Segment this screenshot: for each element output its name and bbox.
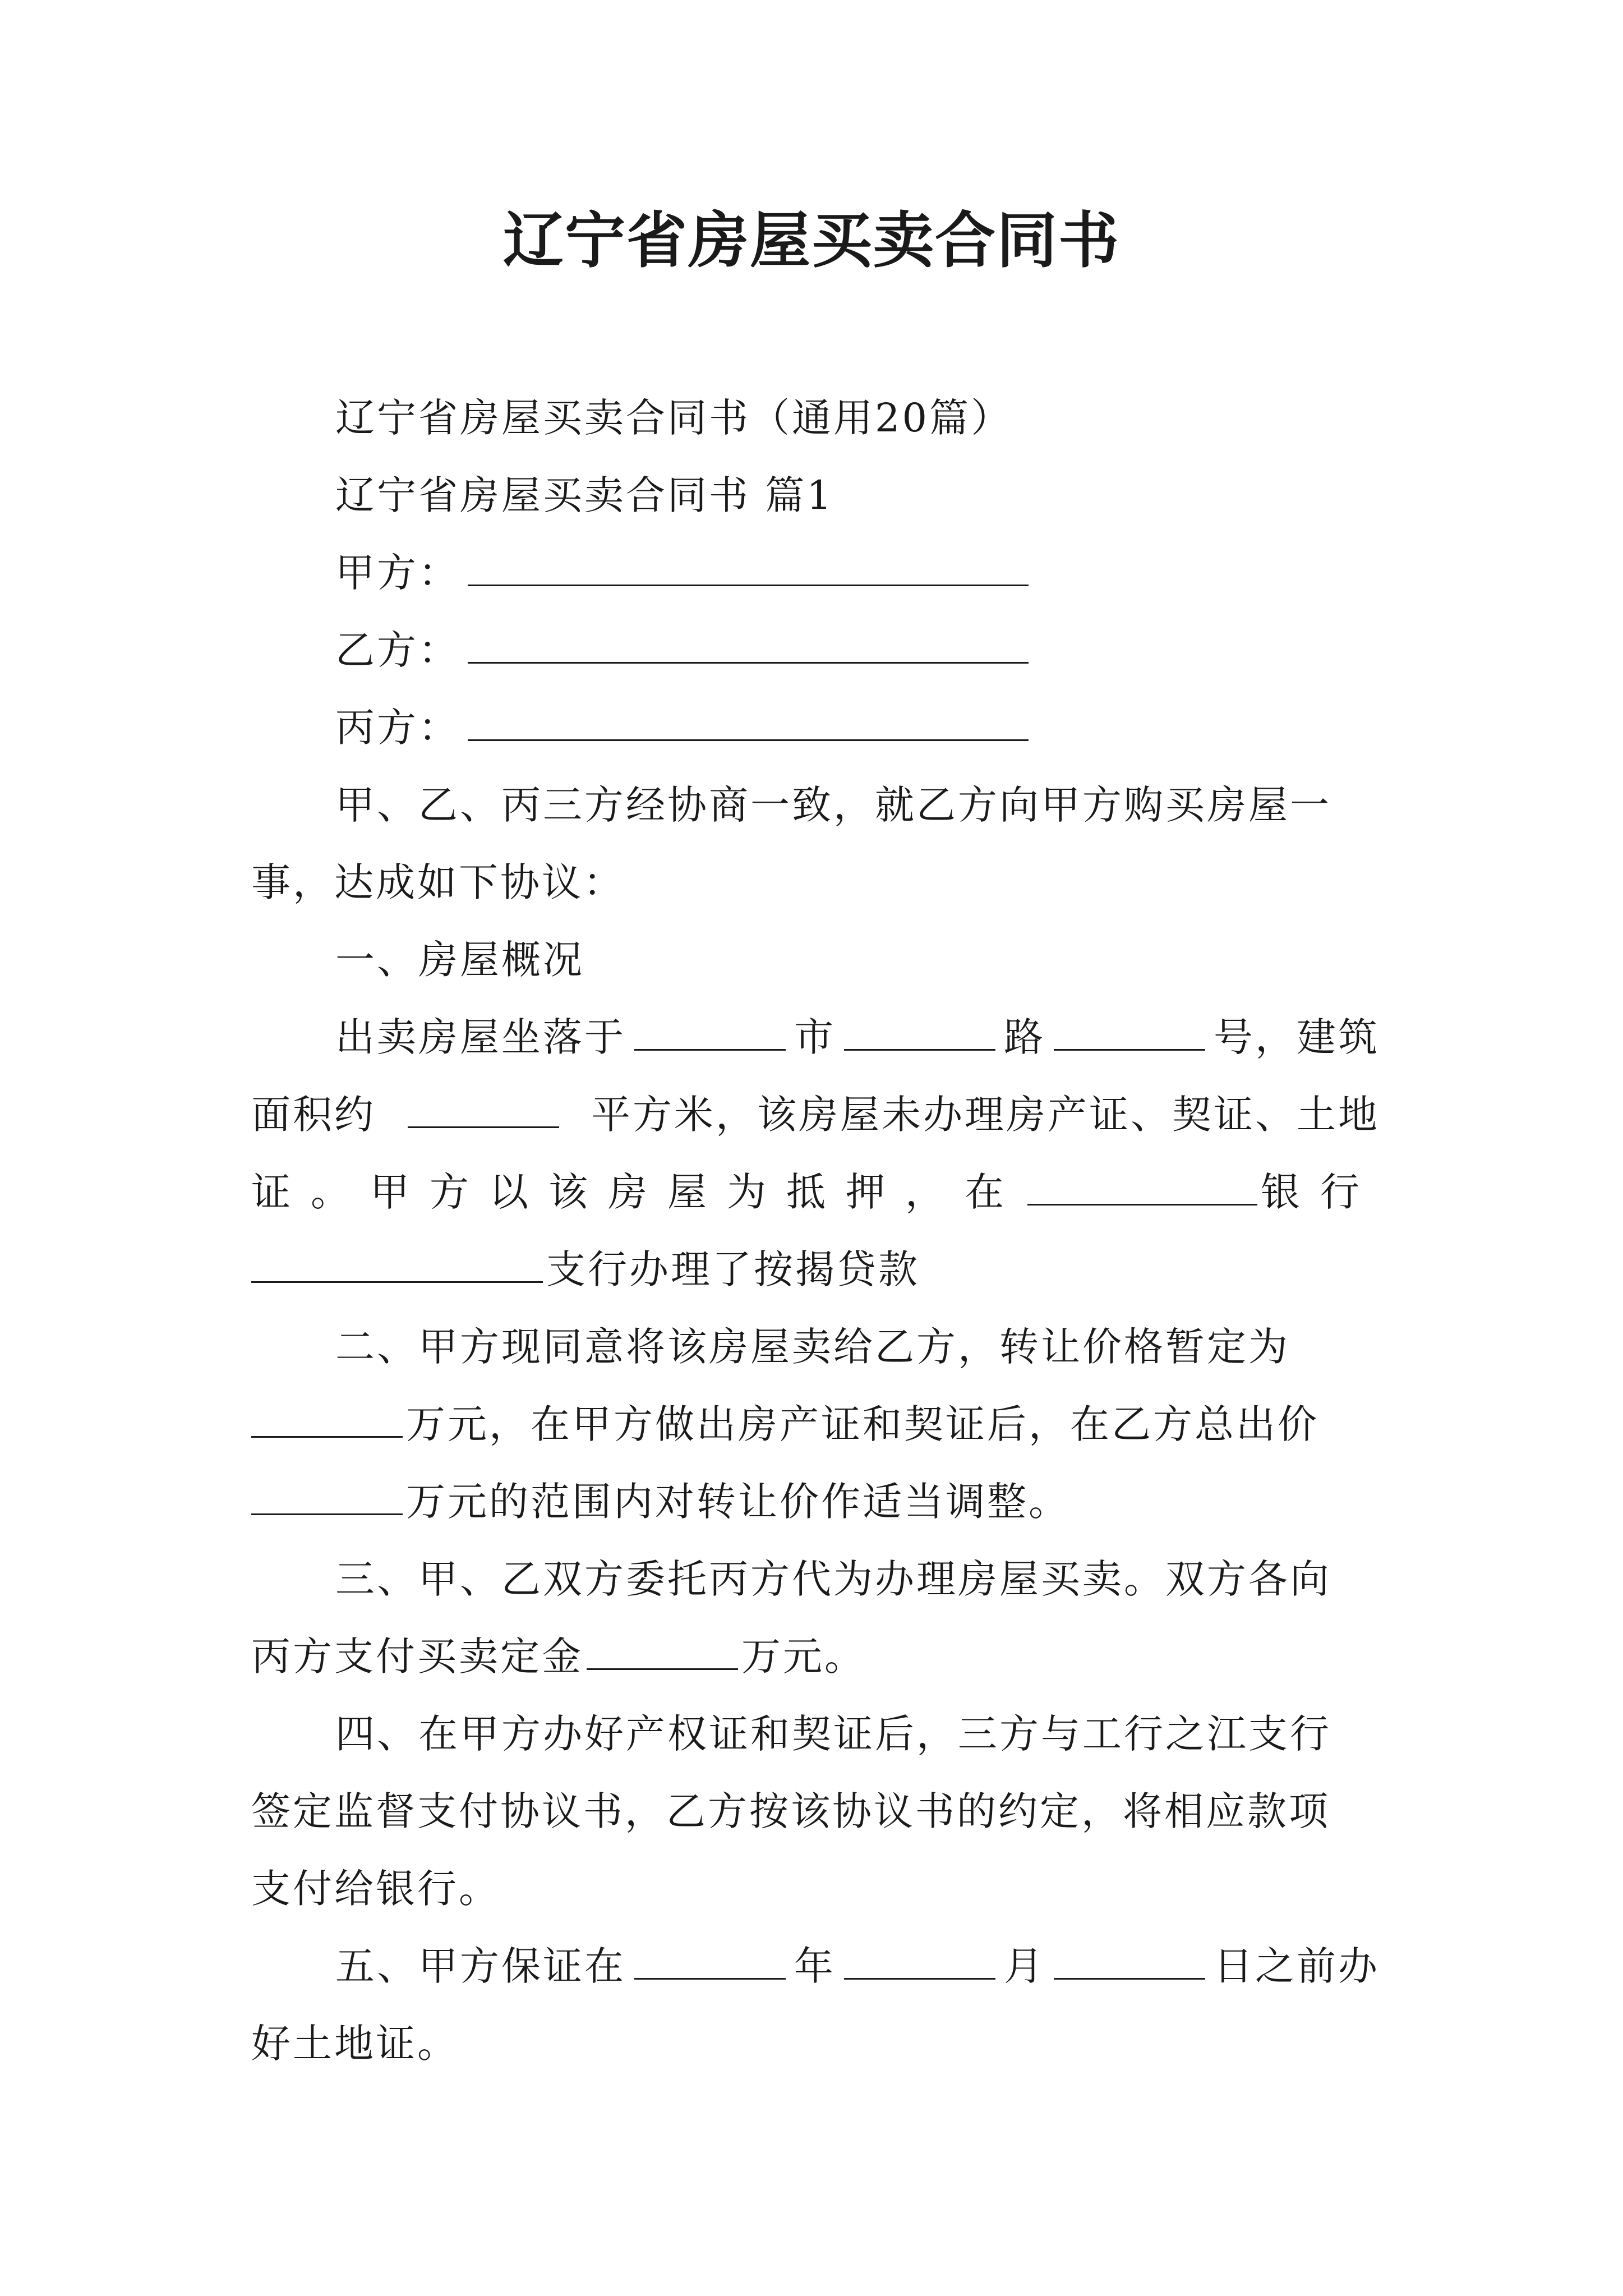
- section-1-line-3: [251, 1153, 1380, 1231]
- city-blank: [634, 1015, 786, 1051]
- number-label: 号，建筑: [1214, 1014, 1380, 1060]
- party-b-blank: [468, 628, 1029, 664]
- branch-text: 支行办理了按揭贷款: [546, 1246, 920, 1292]
- adjust-text: 万元的范围内对转让价作适当调整。: [406, 1479, 1070, 1525]
- party-a-line: [251, 534, 1380, 611]
- intro-line-2: 事，达成如下协议：: [251, 859, 625, 905]
- year-blank: [634, 1944, 786, 1980]
- party-c-line: [251, 689, 1380, 766]
- party-a-blank: [468, 551, 1029, 586]
- city-label: 市: [794, 1014, 836, 1060]
- area-text: 平方米，该房屋未办理房产证、契证、土地: [591, 1092, 1380, 1138]
- section-4-line-3: 支付给银行。: [251, 1866, 500, 1912]
- section-4-paragraph: [251, 1695, 1380, 1927]
- deposit-label: 丙方支付买卖定金: [251, 1634, 583, 1680]
- section-2-line-3: [251, 1463, 1380, 1540]
- month-label: 月: [1004, 1943, 1045, 1989]
- document-title: 辽宁省房屋买卖合同书: [502, 206, 1120, 276]
- party-b-line: [251, 611, 1380, 689]
- intro-paragraph: [251, 766, 1380, 921]
- section-3-line-2: [251, 1618, 1380, 1695]
- area-label: 面积约: [251, 1092, 376, 1138]
- price-blank: [251, 1402, 403, 1438]
- section-3-paragraph: [251, 1540, 1380, 1695]
- intro-line-1: 甲、乙、丙三方经协商一致，就乙方向甲方购买房屋一: [335, 782, 1331, 828]
- party-b-label: 乙方：: [335, 627, 460, 673]
- section-1-paragraph: [251, 999, 1380, 1308]
- document-body: [251, 379, 1380, 2082]
- bank-blank: [1027, 1170, 1257, 1205]
- section-4-line-1: 四、在甲方办好产权证和契证后，三方与工行之江支行: [335, 1711, 1331, 1757]
- deadline-label: 五、甲方保证在: [335, 1943, 626, 1989]
- section-3-line-1: 三、甲、乙双方委托丙方代为办理房屋买卖。双方各向: [335, 1556, 1331, 1602]
- price-text: 万元，在甲方做出房产证和契证后，在乙方总出价: [406, 1401, 1319, 1447]
- month-blank: [844, 1944, 995, 1980]
- section-5-paragraph: [251, 1927, 1380, 2082]
- day-label: 日之前办: [1214, 1943, 1380, 1989]
- deposit-blank: [587, 1635, 738, 1670]
- section-5-line-2: 好土地证。: [251, 2021, 459, 2067]
- mortgage-text: 证。甲方以该房屋为抵押，在: [251, 1169, 1024, 1215]
- party-c-label: 丙方：: [335, 705, 460, 751]
- road-blank: [844, 1015, 995, 1051]
- deposit-unit: 万元。: [741, 1634, 866, 1680]
- article-heading: 辽宁省房屋买卖合同书 篇1: [335, 472, 834, 518]
- section-2-line-1: 二、甲方现同意将该房屋卖给乙方，转让价格暂定为: [335, 1324, 1290, 1370]
- bank-label: 银行: [1261, 1169, 1380, 1215]
- total-price-blank: [251, 1480, 403, 1515]
- branch-blank: [251, 1248, 543, 1283]
- section-2-line-2: [251, 1386, 1380, 1463]
- party-a-label: 甲方：: [335, 550, 460, 596]
- year-label: 年: [794, 1943, 836, 1989]
- number-blank: [1054, 1015, 1205, 1051]
- document-subtitle: 辽宁省房屋买卖合同书（通用20篇）: [335, 395, 1013, 441]
- section-1-heading: 一、房屋概况: [335, 937, 584, 983]
- location-label: 出卖房屋坐落于: [335, 1014, 626, 1060]
- section-4-line-2: 签定监督支付协议书，乙方按该协议书的约定，将相应款项: [251, 1788, 1330, 1834]
- day-blank: [1054, 1944, 1205, 1980]
- section-1-line-1: [251, 999, 1380, 1076]
- section-1-line-4: [251, 1231, 1380, 1308]
- section-1-line-2: [251, 1076, 1380, 1153]
- area-blank: [408, 1093, 559, 1128]
- section-2-paragraph: [251, 1308, 1380, 1540]
- party-c-blank: [468, 706, 1029, 741]
- road-label: 路: [1004, 1014, 1045, 1060]
- section-5-line-1: [251, 1927, 1380, 2005]
